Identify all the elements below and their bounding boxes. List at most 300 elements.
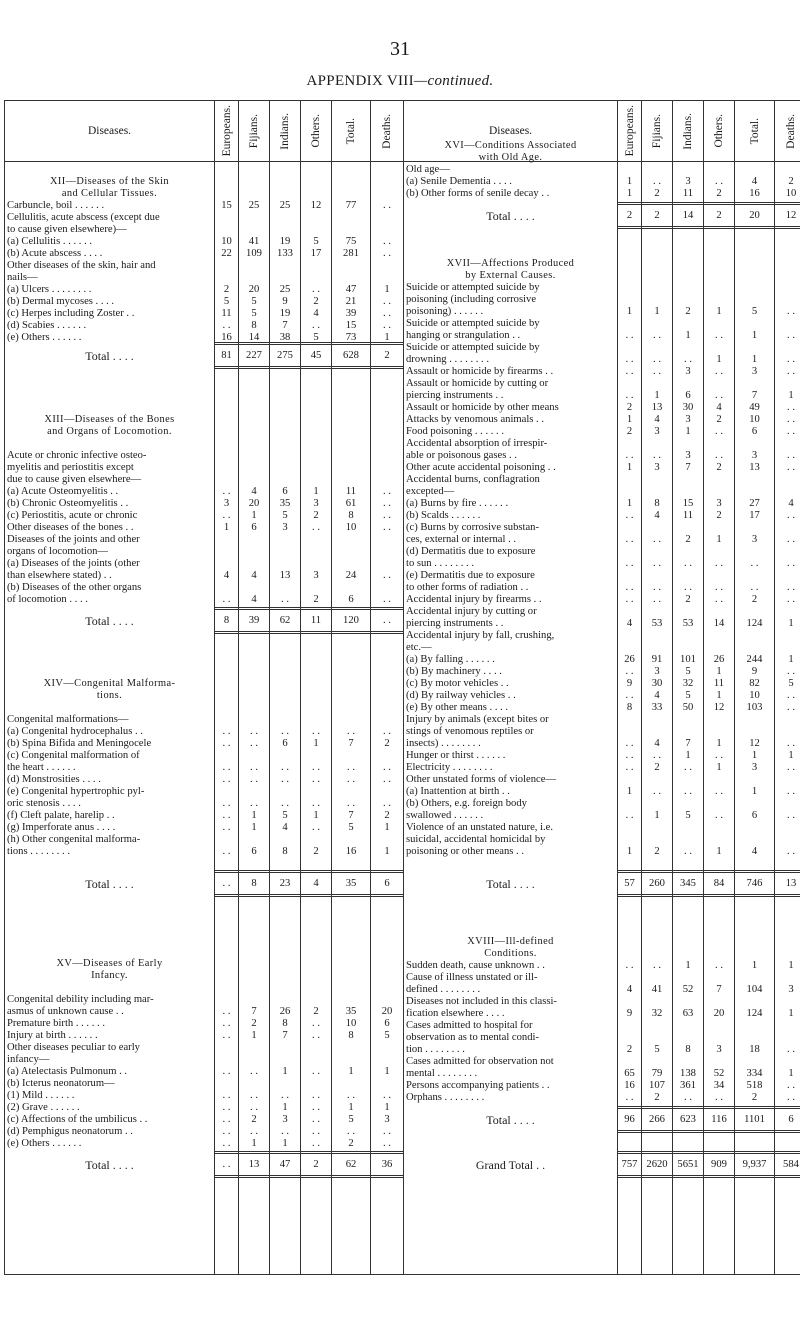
- right-cell-value: 9: [751, 666, 758, 677]
- left-cell-value: 1: [348, 1102, 354, 1113]
- left-row-label: (a) Congenital hydrocephalus . .: [7, 726, 143, 737]
- left-cell-value: . .: [250, 1066, 258, 1077]
- left-row-label: (d) Scabies . . . . . .: [7, 320, 87, 331]
- left-cell-value: 2: [313, 296, 319, 307]
- right-row-label: fication elsewhere . . . .: [406, 1008, 505, 1019]
- total-rule: [215, 366, 238, 369]
- left-row-label: (a) Cellulitis . . . . . .: [7, 236, 93, 247]
- right-row-label: by External Causes.: [465, 270, 556, 281]
- right-cell-value: 1: [788, 960, 794, 971]
- left-row-label: (f) Cleft palate, harelip . .: [7, 810, 115, 821]
- right-cell-value: 1: [626, 176, 633, 187]
- right-cell-value: 7: [685, 462, 691, 473]
- left-row-label: Carbuncle, boil . . . . . .: [7, 200, 105, 211]
- left-cell-value: 1: [313, 486, 319, 497]
- total-rule: [215, 607, 238, 610]
- right-cell-value: 91: [651, 654, 663, 665]
- right-cell-value: 260: [649, 878, 665, 889]
- total-rule: [735, 894, 774, 897]
- header-indians-left: Indians.: [270, 101, 301, 162]
- right-cell-value: 2: [716, 462, 722, 473]
- right-cell-value: 1: [685, 426, 691, 437]
- left-cell-value: 1: [251, 1030, 257, 1041]
- left-cell-value: . .: [383, 1126, 391, 1137]
- right-cell-value: . .: [684, 762, 692, 773]
- right-cell-value: . .: [715, 582, 723, 593]
- left-row-label: Injury at birth . . . . . .: [7, 1030, 98, 1041]
- right-cell-value: 2: [685, 594, 691, 605]
- left-cell-value: . .: [383, 594, 391, 605]
- right-cell-value: . .: [625, 666, 634, 677]
- right-row-label: Other unstated forms of violence—: [406, 774, 557, 785]
- right-row-label: Injury by animals (except bites or: [406, 714, 549, 725]
- right-cell-value: 1: [626, 498, 633, 509]
- left-cell-value: . .: [383, 498, 391, 509]
- left-row-label: to cause given elsewhere)—: [7, 224, 127, 235]
- right-cell-value: 1: [685, 960, 691, 971]
- right-cell-value: 107: [649, 1080, 665, 1091]
- left-row-label: Total . . . .: [85, 615, 134, 627]
- left-cell-value: 5: [282, 810, 288, 821]
- total-rule: [735, 202, 774, 205]
- right-cell-value: 5: [685, 690, 691, 701]
- total-rule: [270, 1175, 300, 1178]
- left-row-label: Other diseases of the skin, hair and: [7, 260, 156, 271]
- right-cell-value: 5: [788, 678, 794, 689]
- right-cell-value: . .: [787, 414, 795, 425]
- left-cell-value: 1: [384, 822, 390, 833]
- right-cell-value: 8: [654, 498, 660, 509]
- right-cell-value: 2: [685, 534, 691, 545]
- header-others-right: Others.: [704, 101, 735, 162]
- right-cell-value: 2: [654, 210, 660, 221]
- left-row-label: and Organs of Locomotion.: [47, 426, 172, 437]
- right-row-label: Total . . . .: [486, 210, 535, 222]
- left-cell-value: 2: [251, 1114, 257, 1125]
- right-row-label: (d) By railway vehicles . .: [406, 690, 516, 701]
- right-cell-value: . .: [715, 558, 723, 569]
- right-cell-value: 266: [649, 1114, 665, 1125]
- left-cell-value: . .: [222, 774, 231, 785]
- total-rule: [371, 1175, 403, 1178]
- total-rule: [301, 894, 331, 897]
- right-row-label: (d) Dermatitis due to exposure: [406, 546, 536, 557]
- left-cell-value: 19: [279, 236, 291, 247]
- total-rule: [301, 1151, 331, 1154]
- total-rule: [239, 607, 269, 610]
- right-total-column: [735, 162, 775, 1275]
- right-cell-value: 20: [749, 210, 760, 221]
- right-cell-value: 5651: [677, 1159, 699, 1170]
- header-total-right: Total.: [735, 101, 775, 162]
- left-cell-value: 23: [279, 878, 291, 889]
- right-row-label: poisoning) . . . . . .: [406, 306, 484, 317]
- left-cell-value: 8: [282, 846, 288, 857]
- right-cell-value: 3: [716, 1044, 722, 1055]
- total-rule: [642, 1130, 672, 1133]
- left-cell-value: 20: [248, 284, 260, 295]
- left-row-label: than elsewhere stated) . .: [7, 570, 112, 581]
- left-row-label: Infancy.: [91, 970, 128, 981]
- right-row-label: tion . . . . . . . .: [406, 1044, 465, 1055]
- left-row-label: (g) Imperforate anus . . . .: [7, 822, 116, 833]
- left-cell-value: 6: [348, 594, 354, 605]
- right-cell-value: 1: [626, 462, 633, 473]
- right-cell-value: . .: [653, 594, 661, 605]
- right-cell-value: 345: [680, 878, 696, 889]
- right-cell-value: 12: [785, 210, 797, 221]
- right-row-label: poisoning or other means . .: [406, 846, 524, 857]
- right-row-label: Accidental injury by cutting or: [406, 606, 537, 617]
- right-row-label: (b) By machinery . . . .: [406, 666, 502, 677]
- left-row-label: (b) Icterus neonatorum—: [7, 1078, 115, 1089]
- left-cell-value: 47: [345, 284, 357, 295]
- right-cell-value: . .: [715, 176, 723, 187]
- right-cell-value: . .: [787, 738, 795, 749]
- right-row-label: Accidental absorption of irrespir-: [406, 438, 548, 449]
- left-row-label: (2) Grave . . . . . .: [7, 1102, 80, 1113]
- right-cell-value: . .: [715, 786, 723, 797]
- right-cell-value: 116: [711, 1114, 727, 1125]
- total-rule: [332, 366, 370, 369]
- right-cell-value: . .: [653, 960, 661, 971]
- left-cell-value: . .: [250, 726, 258, 737]
- left-cell-value: 39: [248, 615, 260, 626]
- right-cell-value: 3: [751, 762, 758, 773]
- right-cell-value: 6: [685, 390, 691, 401]
- right-cell-value: 1: [685, 330, 691, 341]
- total-rule: [332, 342, 370, 345]
- right-row-label: XVIII—Ill-defined: [467, 936, 554, 947]
- total-rule: [735, 1151, 774, 1154]
- left-cell-value: 8: [251, 878, 257, 889]
- right-cell-value: . .: [653, 366, 661, 377]
- left-cell-value: 38: [279, 332, 291, 343]
- right-cell-value: . .: [653, 534, 661, 545]
- diseases-table: [4, 100, 800, 1275]
- right-row-label: Grand Total . .: [475, 1159, 546, 1171]
- right-cell-value: 2: [716, 188, 722, 199]
- right-cell-value: . .: [787, 666, 795, 677]
- right-cell-value: 53: [682, 618, 694, 629]
- left-row-label: (b) Spina Bifida and Meningocele: [7, 738, 152, 749]
- left-cell-value: . .: [312, 284, 320, 295]
- right-cell-value: 2: [716, 510, 722, 521]
- right-cell-value: . .: [787, 1080, 795, 1091]
- right-row-label: Accidental burns, conflagration: [406, 474, 540, 485]
- left-cell-value: 8: [223, 615, 230, 626]
- right-cell-value: 11: [682, 188, 694, 199]
- left-cell-value: 5: [251, 308, 257, 319]
- left-cell-value: 281: [343, 248, 359, 259]
- left-cell-value: . .: [222, 738, 231, 749]
- total-rule: [270, 1151, 300, 1154]
- right-cell-value: . .: [787, 1044, 795, 1055]
- total-rule: [775, 1151, 800, 1154]
- total-rule: [239, 1151, 269, 1154]
- right-cell-value: 244: [746, 654, 763, 665]
- right-cell-value: . .: [787, 762, 795, 773]
- right-cell-value: . .: [787, 402, 795, 413]
- right-cell-value: 34: [713, 1080, 725, 1091]
- right-cell-value: . .: [715, 390, 723, 401]
- left-cell-value: . .: [222, 762, 231, 773]
- total-rule: [618, 1106, 641, 1109]
- right-row-label: with Old Age.: [478, 152, 543, 163]
- left-cell-value: 7: [282, 320, 288, 331]
- left-cell-value: . .: [383, 308, 391, 319]
- right-row-label: poisoning (including corrosive: [406, 294, 537, 305]
- left-cell-value: 41: [248, 236, 260, 247]
- right-cell-value: 15: [682, 498, 694, 509]
- left-cell-value: 7: [282, 1030, 288, 1041]
- total-rule: [642, 870, 672, 873]
- right-cell-value: 7: [716, 984, 722, 995]
- left-cell-value: 5: [313, 236, 319, 247]
- left-cell-value: 133: [277, 248, 293, 259]
- left-cell-value: 1: [251, 822, 257, 833]
- right-cell-value: . .: [787, 450, 795, 461]
- right-cell-value: . .: [750, 558, 759, 569]
- right-cell-value: 2: [716, 210, 722, 221]
- left-cell-value: . .: [250, 798, 258, 809]
- right-cell-value: 1: [626, 846, 633, 857]
- right-cell-value: 1: [751, 786, 758, 797]
- right-cell-value: 10: [785, 188, 797, 199]
- right-row-label: Conditions.: [484, 948, 537, 959]
- left-cell-value: 5: [282, 510, 288, 521]
- total-rule: [301, 366, 331, 369]
- right-cell-value: 9: [626, 1008, 633, 1019]
- left-cell-value: . .: [347, 762, 355, 773]
- right-cell-value: . .: [787, 366, 795, 377]
- left-cell-value: . .: [383, 615, 391, 626]
- right-row-label: excepted—: [406, 486, 455, 497]
- left-cell-value: 4: [251, 594, 257, 605]
- right-cell-value: 2: [685, 306, 691, 317]
- left-cell-value: 2: [384, 350, 390, 361]
- total-rule: [673, 1175, 703, 1178]
- page-number: 31: [390, 38, 410, 60]
- left-row-label: of locomotion . . . .: [7, 594, 88, 605]
- right-row-label: Old age—: [406, 164, 450, 175]
- left-cell-value: . .: [312, 1090, 320, 1101]
- left-cell-value: . .: [383, 486, 391, 497]
- total-rule: [301, 870, 331, 873]
- right-cell-value: 2620: [646, 1159, 668, 1170]
- total-rule: [215, 894, 238, 897]
- right-cell-value: 361: [680, 1080, 696, 1091]
- total-rule: [618, 894, 641, 897]
- left-cell-value: . .: [312, 726, 320, 737]
- left-cell-value: 11: [310, 615, 322, 626]
- right-cell-value: . .: [625, 534, 634, 545]
- total-rule: [239, 342, 269, 345]
- total-rule: [642, 202, 672, 205]
- total-rule: [270, 894, 300, 897]
- left-cell-value: . .: [383, 320, 391, 331]
- left-cell-value: 25: [279, 200, 291, 211]
- total-rule: [704, 1106, 734, 1109]
- right-cell-value: 3: [685, 366, 691, 377]
- right-cell-value: 3: [685, 450, 691, 461]
- right-row-label: to other forms of radiation . .: [406, 582, 529, 593]
- right-row-label: to sun . . . . . . . .: [406, 558, 474, 569]
- left-cell-value: 3: [282, 522, 288, 533]
- appendix-subtitle: —continued.: [413, 73, 494, 89]
- body-row: [5, 162, 800, 1275]
- right-cell-value: 6: [751, 426, 758, 437]
- right-cell-value: . .: [684, 354, 692, 365]
- right-cell-value: . .: [787, 426, 795, 437]
- right-cell-value: 32: [651, 1008, 663, 1019]
- right-cell-value: 8: [685, 1044, 691, 1055]
- left-cell-value: 7: [348, 738, 354, 749]
- right-cell-value: 124: [746, 1008, 763, 1019]
- left-cell-value: 62: [279, 615, 291, 626]
- total-rule: [239, 894, 269, 897]
- left-row-label: (b) Acute abscess . . . .: [7, 248, 103, 259]
- left-cell-value: 3: [282, 1114, 288, 1125]
- left-cell-value: . .: [222, 1114, 231, 1125]
- right-row-label: (e) By other means . . . .: [406, 702, 509, 713]
- right-cell-value: 4: [626, 984, 633, 995]
- header-diseases-left: Diseases.: [5, 101, 215, 162]
- right-row-label: swallowed . . . . . .: [406, 810, 484, 821]
- left-cell-value: 7: [251, 1006, 257, 1017]
- total-rule: [371, 607, 403, 610]
- right-cell-value: . .: [787, 306, 795, 317]
- right-cell-value: 4: [654, 690, 660, 701]
- right-cell-value: 1101: [744, 1114, 765, 1125]
- right-cell-value: 1: [751, 750, 758, 761]
- total-rule: [735, 226, 774, 229]
- left-cell-value: 2: [313, 510, 319, 521]
- left-cell-value: 1: [282, 1138, 288, 1149]
- total-rule: [618, 870, 641, 873]
- right-cell-value: . .: [684, 846, 692, 857]
- right-row-label: Orphans . . . . . . . .: [406, 1092, 485, 1103]
- left-cell-value: 4: [223, 570, 230, 581]
- right-row-label: Attacks by venomous animals . .: [406, 414, 544, 425]
- right-row-label: able or poisonous gases . .: [406, 450, 517, 461]
- left-cell-value: . .: [312, 1126, 320, 1137]
- header-europeans-left: Europeans.: [215, 101, 239, 162]
- left-others-column: [301, 162, 332, 1275]
- left-cell-value: 11: [221, 308, 232, 319]
- left-cell-value: . .: [222, 798, 231, 809]
- right-cell-value: 41: [651, 984, 663, 995]
- right-cell-value: 909: [711, 1159, 727, 1170]
- left-row-label: Cellulitis, acute abscess (except due: [7, 212, 160, 223]
- right-row-label: Food poisoning . . . . . .: [406, 426, 505, 437]
- right-cell-value: 1: [626, 306, 633, 317]
- right-row-label: Accidental injury by firearms . .: [406, 594, 542, 605]
- right-cell-value: . .: [653, 450, 661, 461]
- total-rule: [618, 1130, 641, 1133]
- total-rule: [735, 1130, 774, 1133]
- left-row-label: infancy—: [7, 1054, 50, 1065]
- right-row-label: piercing instruments . .: [406, 618, 504, 629]
- left-cell-value: 22: [221, 248, 232, 259]
- left-cell-value: . .: [222, 1030, 231, 1041]
- left-cell-value: . .: [312, 1114, 320, 1125]
- total-rule: [775, 1175, 800, 1178]
- total-rule: [704, 894, 734, 897]
- right-cell-value: 4: [654, 510, 660, 521]
- header-deaths-left: Deaths.: [371, 101, 404, 162]
- left-cell-value: 15: [345, 320, 357, 331]
- right-cell-value: 7: [751, 390, 758, 401]
- total-rule: [775, 1130, 800, 1133]
- left-cell-value: 1: [251, 510, 257, 521]
- left-cell-value: 25: [279, 284, 291, 295]
- right-cell-value: . .: [625, 750, 634, 761]
- left-cell-value: 5: [313, 332, 319, 343]
- right-cell-value: . .: [715, 450, 723, 461]
- left-cell-value: . .: [222, 486, 231, 497]
- right-cell-value: 2: [626, 1044, 633, 1055]
- right-cell-value: 1: [716, 534, 722, 545]
- right-cell-value: 26: [713, 654, 725, 665]
- right-cell-value: 18: [749, 1044, 760, 1055]
- left-cell-value: 25: [248, 200, 260, 211]
- right-cell-value: 104: [746, 984, 763, 995]
- total-rule: [215, 342, 238, 345]
- right-cell-value: 9,937: [742, 1159, 767, 1170]
- right-cell-value: 57: [624, 878, 635, 889]
- left-cell-value: 1: [251, 810, 257, 821]
- left-cell-value: 6: [251, 522, 257, 533]
- total-rule: [642, 1106, 672, 1109]
- right-cell-value: 4: [751, 846, 758, 857]
- right-cell-value: 2: [626, 426, 633, 437]
- right-cell-value: 3: [788, 984, 794, 995]
- left-cell-value: . .: [312, 798, 320, 809]
- left-cell-value: . .: [222, 1006, 231, 1017]
- left-row-label: Other diseases of the bones . .: [7, 522, 134, 533]
- total-rule: [270, 342, 300, 345]
- total-rule: [371, 631, 403, 634]
- left-cell-value: . .: [222, 510, 231, 521]
- right-cell-value: 1: [654, 810, 660, 821]
- right-cell-value: 6: [751, 810, 758, 821]
- left-cell-value: . .: [383, 798, 391, 809]
- right-cell-value: . .: [715, 750, 723, 761]
- left-cell-value: 4: [251, 570, 257, 581]
- right-cell-value: 1: [716, 690, 722, 701]
- left-row-label: (d) Monstrosities . . . .: [7, 774, 101, 785]
- right-cell-value: 6: [788, 1114, 794, 1125]
- left-row-label: (a) Atelectasis Pulmonum . .: [7, 1066, 128, 1077]
- left-cell-value: . .: [383, 1090, 391, 1101]
- right-row-label: (a) By falling . . . . . .: [406, 654, 495, 665]
- right-cell-value: 3: [685, 176, 691, 187]
- right-row-label: (b) Other forms of senile decay . .: [406, 188, 550, 199]
- total-rule: [775, 226, 800, 229]
- left-cell-value: 21: [345, 296, 357, 307]
- right-cell-value: 3: [654, 666, 660, 677]
- right-cell-value: 26: [624, 654, 635, 665]
- left-cell-value: . .: [281, 726, 289, 737]
- right-row-label: (e) Dermatitis due to exposure: [406, 570, 535, 581]
- total-rule: [642, 894, 672, 897]
- left-cell-value: . .: [222, 1159, 231, 1170]
- left-row-label: Acute or chronic infective osteo-: [7, 450, 147, 461]
- right-cell-value: . .: [653, 176, 661, 187]
- right-cell-value: 4: [654, 414, 660, 425]
- right-cell-value: . .: [653, 330, 661, 341]
